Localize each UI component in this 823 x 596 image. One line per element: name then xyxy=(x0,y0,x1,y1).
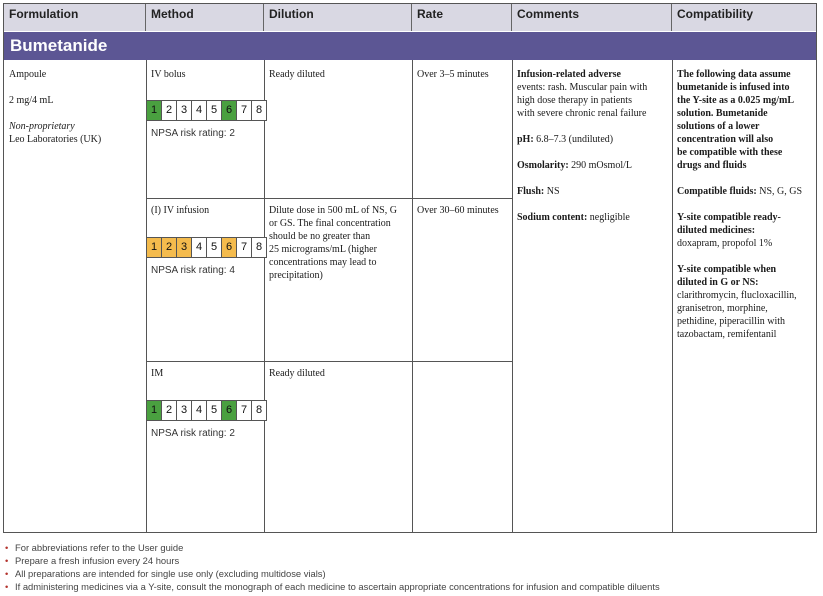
header-method: Method xyxy=(146,4,264,31)
footnote: • Prepare a fresh infusion every 24 hours xyxy=(5,554,660,567)
ready-diluted-label: diluted medicines: xyxy=(677,225,756,236)
npsa-rating: NPSA risk rating: 2 xyxy=(151,128,235,139)
compatible-fluids-value: NS, G, GS xyxy=(759,186,803,197)
sodium-label: Sodium content: xyxy=(517,212,588,223)
dilution-line: Dilute dose in 500 mL of NS, G xyxy=(269,205,397,216)
osmolarity-label: Osmolarity: xyxy=(517,160,569,171)
adverse-line: with severe chronic renal failure xyxy=(517,108,647,119)
method-iv-infusion: (I) IV infusion xyxy=(151,205,210,216)
adverse-label: Infusion-related adverse xyxy=(517,69,621,80)
rating-box: 6 xyxy=(222,101,237,120)
diluted-value-line: granisetron, morphine, xyxy=(677,303,768,314)
rating-box: 3 xyxy=(177,101,192,120)
rating-box: 4 xyxy=(192,238,207,257)
osmolarity-value: 290 mOsmol/L xyxy=(571,160,632,171)
risk-rating-bar xyxy=(146,400,267,421)
drug-name-banner: Bumetanide xyxy=(4,32,816,60)
npsa-rating: NPSA risk rating: 4 xyxy=(151,265,235,276)
rating-box: 7 xyxy=(237,238,252,257)
method-im: IM xyxy=(151,368,164,379)
compat-intro-line: The following data assume xyxy=(677,69,791,80)
ph-row xyxy=(517,133,669,146)
dilution-line: precipitation) xyxy=(269,270,323,281)
rating-box: 7 xyxy=(237,401,252,420)
header-compatibility: Compatibility xyxy=(672,4,816,31)
formulation-manufacturer: Leo Laboratories (UK) xyxy=(9,134,102,145)
rating-box: 1 xyxy=(147,401,162,420)
flush-label: Flush: xyxy=(517,186,545,197)
adverse-line: high dose therapy in patients xyxy=(517,95,632,106)
formulation-status: Non-proprietary xyxy=(9,121,75,132)
diluted-label: diluted in G or NS: xyxy=(677,277,759,288)
dilution-iv-infusion xyxy=(269,204,397,282)
flush-row xyxy=(517,185,669,198)
formulation-form: Ampoule xyxy=(9,69,47,80)
formulation-strength: 2 mg/4 mL xyxy=(9,95,54,106)
risk-rating-bar xyxy=(146,237,267,258)
rating-box: 2 xyxy=(162,101,177,120)
compat-intro-line: concentration will also xyxy=(677,134,774,145)
compatible-fluids-row xyxy=(677,185,815,198)
rating-box: 3 xyxy=(177,238,192,257)
rating-box: 8 xyxy=(252,238,266,257)
dilution-line: should be no greater than xyxy=(269,231,371,242)
compat-intro-line: be compatible with these xyxy=(677,147,783,158)
divider xyxy=(412,60,413,532)
rating-box: 2 xyxy=(162,401,177,420)
rating-box: 5 xyxy=(207,101,222,120)
diluted-value-line: clarithromycin, flucloxacillin, xyxy=(677,290,797,301)
divider xyxy=(264,60,265,532)
compat-intro-line: solutions of a lower xyxy=(677,121,760,132)
rating-box: 7 xyxy=(237,101,252,120)
rate-iv-infusion: Over 30–60 minutes xyxy=(417,205,499,216)
ph-value: 6.8–7.3 (undiluted) xyxy=(536,134,614,145)
rating-box: 1 xyxy=(147,101,162,120)
ph-label: pH: xyxy=(517,134,534,145)
rate-iv-bolus: Over 3–5 minutes xyxy=(417,69,489,80)
ready-diluted-value: doxapram, propofol 1% xyxy=(677,238,773,249)
ready-diluted-label: Y-site compatible ready- xyxy=(677,212,781,223)
rating-box: 4 xyxy=(192,401,207,420)
diluted-value-line: pethidine, piperacillin with xyxy=(677,316,786,327)
compatible-fluids-label: Compatible fluids: xyxy=(677,186,757,197)
header-dilution: Dilution xyxy=(264,4,412,31)
rating-box: 1 xyxy=(147,238,162,257)
monograph-table xyxy=(3,3,817,533)
divider xyxy=(146,361,512,362)
rating-box: 8 xyxy=(252,101,266,120)
dilution-line: concentrations may lead to xyxy=(269,257,377,268)
header-formulation: Formulation xyxy=(4,4,146,31)
diluted-label: Y-site compatible when xyxy=(677,264,777,275)
comments-block xyxy=(517,68,669,224)
flush-value: NS xyxy=(546,186,560,197)
compat-intro-line: the Y-site as a 0.025 mg/mL xyxy=(677,95,795,106)
rating-box: 5 xyxy=(207,238,222,257)
compat-intro-line: drugs and fluids xyxy=(677,160,747,171)
rating-box: 4 xyxy=(192,101,207,120)
npsa-rating: NPSA risk rating: 2 xyxy=(151,428,235,439)
dilution-iv-bolus: Ready diluted xyxy=(269,69,325,80)
dilution-line: or GS. The final concentration xyxy=(269,218,391,229)
compat-intro-line: bumetanide is infused into xyxy=(677,82,790,93)
dilution-line: 25 micrograms/mL (higher xyxy=(269,244,377,255)
risk-rating-bar xyxy=(146,100,267,121)
divider xyxy=(512,60,513,532)
footnote: • If administering medicines via a Y-site, consult the monograph of each medicine to ascertain appropriate concentrations for infusion and compatible diluents xyxy=(5,580,660,593)
rating-box: 6 xyxy=(222,238,237,257)
diluted-value-line: tazobactam, remifentanil xyxy=(677,329,777,340)
rating-box: 6 xyxy=(222,401,237,420)
header-comments: Comments xyxy=(512,4,672,31)
divider xyxy=(146,198,512,199)
divider xyxy=(672,60,673,532)
header-rate: Rate xyxy=(412,4,512,31)
compatibility-block xyxy=(677,68,815,341)
footnote: • All preparations are intended for single use only (excluding multidose vials) xyxy=(5,567,660,580)
method-iv-bolus: IV bolus xyxy=(151,69,186,80)
rating-box: 5 xyxy=(207,401,222,420)
sodium-value: negligible xyxy=(589,212,630,223)
rating-box: 2 xyxy=(162,238,177,257)
rating-box: 8 xyxy=(252,401,266,420)
osmolarity-row xyxy=(517,159,669,172)
dilution-im: Ready diluted xyxy=(269,368,325,379)
divider xyxy=(146,60,147,532)
rating-box: 3 xyxy=(177,401,192,420)
compat-intro-line: solution. Bumetanide xyxy=(677,108,768,119)
adverse-line: events: rash. Muscular pain with xyxy=(517,82,648,93)
footnote: • For abbreviations refer to the User guide xyxy=(5,541,660,554)
footnotes xyxy=(5,541,660,593)
sodium-row xyxy=(517,211,669,224)
